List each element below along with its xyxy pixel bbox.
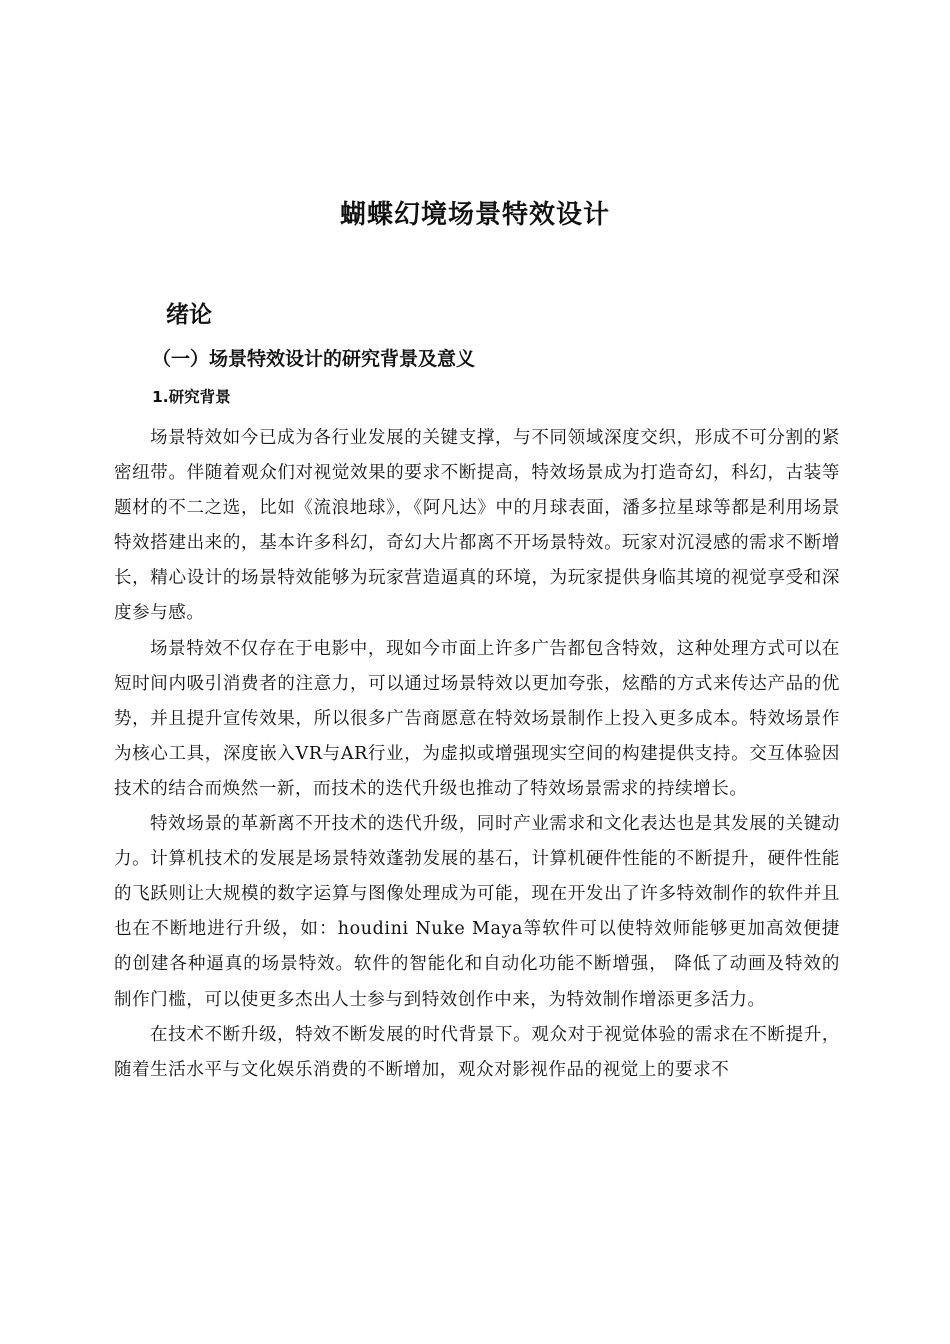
subsection-heading: 1.研究背景	[152, 388, 231, 406]
paragraph-1: 场景特效如今已成为各行业发展的关键支撑，与不同领域深度交织，形成不可分割的紧密纽带。伴随着观众们对视觉效果的要求不断提高，特效场景成为打造奇幻，科幻，古装等题材的不二之选，比如《流浪地球》，《阿凡达》中的月球表面，潘多拉星球等都是利用场景特效搭建出来的，基本许多科幻，奇幻大片都离不开场景特效。玩家对沉浸感的需求不断增长，精心设计的场景特效能够为玩家营造逼真的环境，为玩家提供身临其境的视觉享受和深度参与感。	[114, 428, 840, 624]
paragraph-3: 特效场景的革新离不开技术的迭代升级，同时产业需求和文化表达也是其发展的关键动力。计算机技术的发展是场景特效蓬勃发展的基石，计算机硬件性能的不断提升，硬件性能的飞跃则让大规模的数字运算与图像处理成为可能，现在开发出了许多特效制作的软件并且也在不断地进行升级，如：houdini Nuke Maya等软件可以使特效师能够更加高效便捷的创建各种逼真的场景特效。软件的智能化和自动化功能不断增强， 降低了动画及特效的制作门槛，可以使更多杰出人士参与到特效创作中来，为特效制作增添更多活力。	[114, 814, 840, 1010]
section-heading: （一）场景特效设计的研究背景及意义	[152, 348, 476, 370]
paragraph-2: 场景特效不仅存在于电影中，现如今市面上许多广告都包含特效，这种处理方式可以在短时间内吸引消费者的注意力，可以通过场景特效以更加夸张，炫酷的方式来传达产品的优势，并且提升宣传效果，所以很多广告商愿意在特效场景制作上投入更多成本。特效场景作为核心工具，深度嵌入VR与AR行业，为虚拟或增强现实空间的构建提供支持。交互体验因技术的结合而焕然一新，而技术的迭代升级也推动了特效场景需求的持续增长。	[114, 638, 840, 799]
paragraph-4: 在技术不断升级，特效不断发展的时代背景下。观众对于视觉体验的需求在不断提升，随着生活水平与文化娱乐消费的不断增加，观众对影视作品的视觉上的要求不	[114, 1024, 840, 1080]
chapter-heading: 绪论	[166, 302, 212, 328]
body-text	[114, 421, 840, 1088]
document-title: 蝴蝶幻境场景特效设计	[339, 200, 610, 230]
